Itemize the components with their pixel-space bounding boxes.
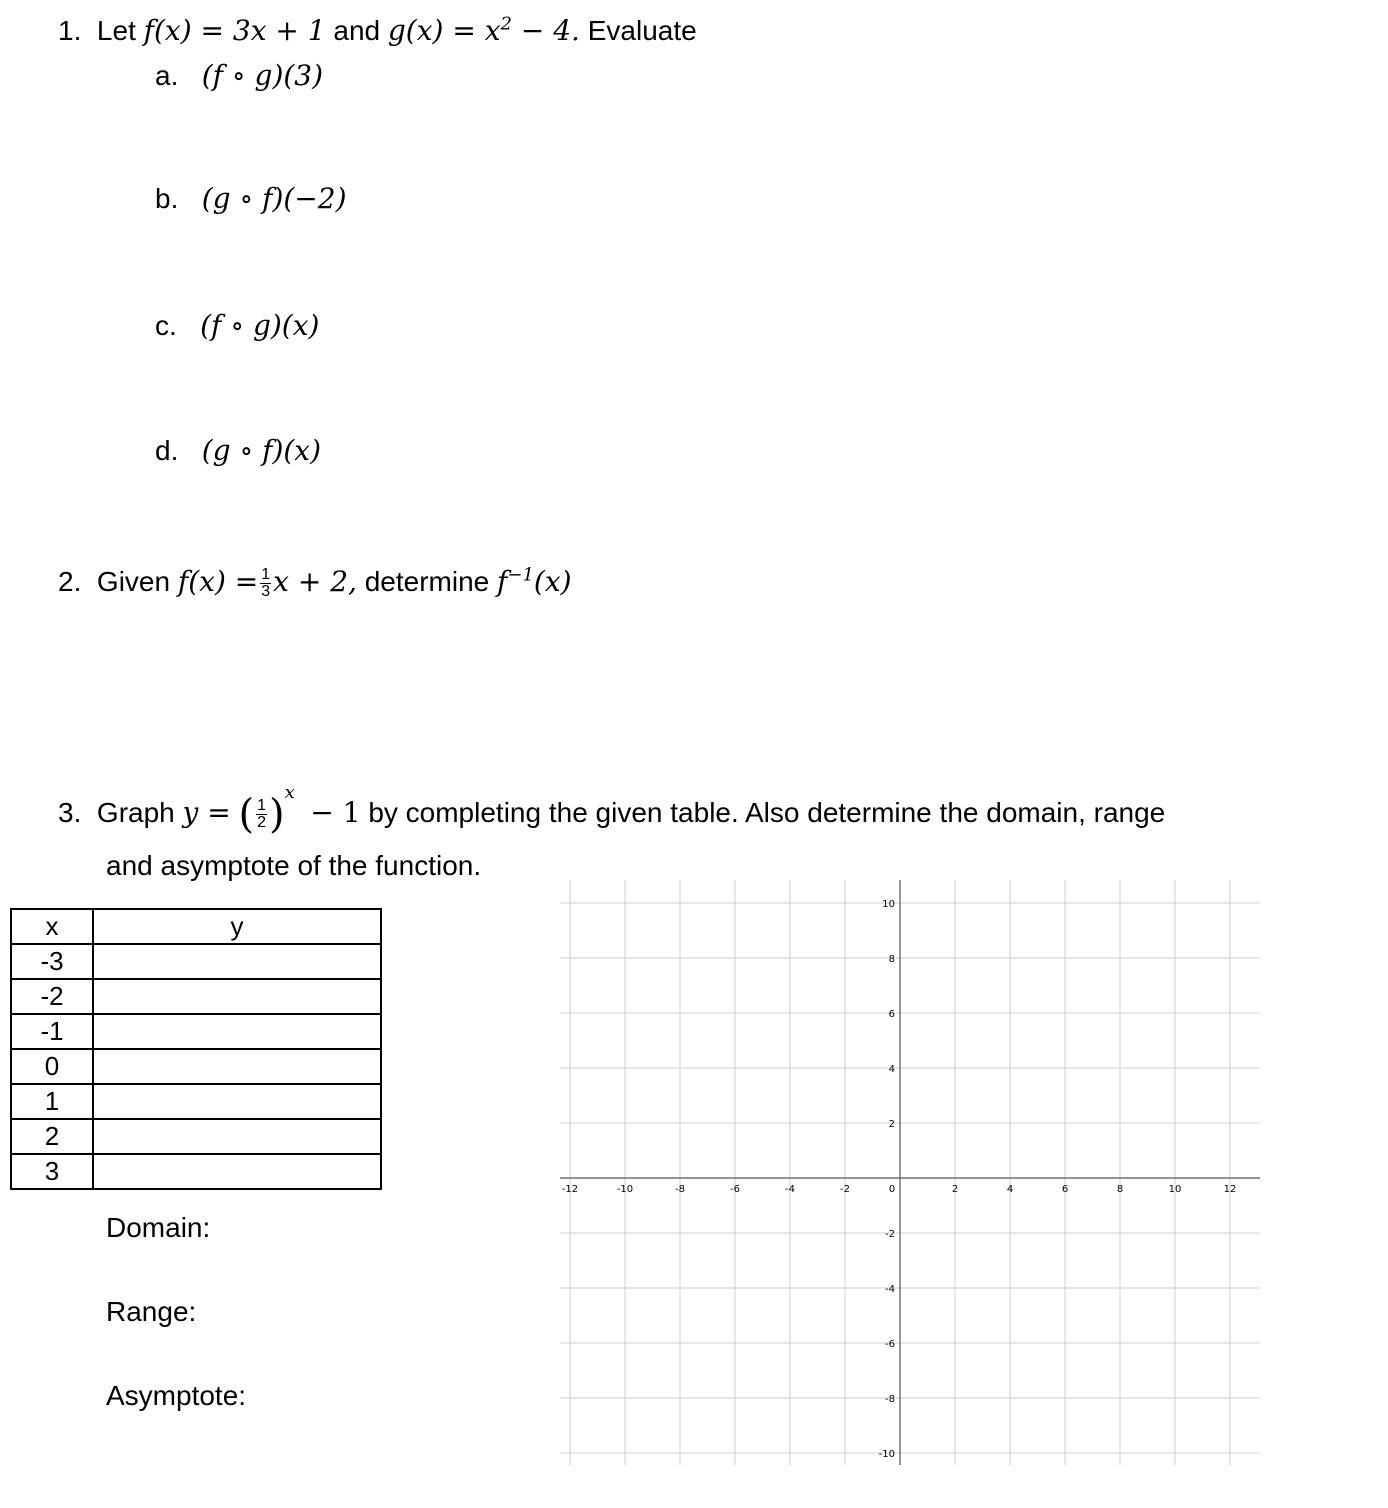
q3-tail: − 1: [310, 796, 361, 829]
part-expression: (f ∘ g)(x): [200, 309, 320, 342]
q2-number: 2.: [58, 566, 82, 597]
y-cell[interactable]: [93, 1049, 381, 1084]
x-cell: 1: [11, 1084, 93, 1119]
coordinate-grid[interactable]: [555, 875, 1265, 1470]
q1-part-b: [155, 183, 347, 215]
domain-label: Domain:: [106, 1212, 211, 1243]
q3-rest: by completing the given table. Also determine the domain, range: [368, 797, 1166, 828]
q2-given: Given: [96, 566, 171, 597]
y-tick-label: -10: [878, 1449, 895, 1460]
xy-table: [10, 908, 382, 1190]
x-tick-label: -2: [840, 1184, 850, 1195]
x-tick-label: -4: [785, 1184, 795, 1195]
q1-evaluate: Evaluate: [587, 15, 697, 46]
part-letter: b.: [155, 183, 179, 214]
y-tick-label: -4: [885, 1284, 895, 1295]
q2-determine: determine: [364, 566, 490, 597]
q2-f-lhs: f(x) =: [177, 565, 259, 598]
table-header-x: x: [11, 909, 93, 944]
x-cell: 0: [11, 1049, 93, 1084]
y-tick-label: 2: [888, 1119, 895, 1130]
part-letter: d.: [155, 435, 179, 466]
y-cell[interactable]: [93, 1119, 381, 1154]
x-tick-label: 8: [1116, 1184, 1124, 1195]
q1-intro: Let: [96, 15, 136, 46]
table-row: [11, 1119, 381, 1154]
y-cell[interactable]: [93, 979, 381, 1014]
q3-graph: Graph: [96, 797, 175, 828]
q1-and: and: [333, 15, 381, 46]
table-row: [11, 1049, 381, 1084]
q1-g-definition: $g(x) = x^2 - 4$.: [387, 13, 580, 47]
q2-inverse: $f^{-1}(x)$: [497, 564, 572, 598]
table-row: [11, 1154, 381, 1189]
y-tick-label: 10: [882, 899, 895, 910]
x-tick-label: 10: [1168, 1184, 1182, 1195]
question-2: [58, 566, 572, 600]
range-label: Range:: [106, 1296, 197, 1327]
y-tick-label: -6: [885, 1339, 895, 1350]
q1-number: 1.: [58, 15, 82, 46]
x-tick-label: -8: [675, 1184, 685, 1195]
part-letter: a.: [155, 60, 179, 91]
q1-part-c: [155, 310, 319, 342]
x-tick-label: 12: [1223, 1184, 1237, 1195]
x-tick-label: 4: [1006, 1184, 1014, 1195]
y-tick-label: 6: [888, 1009, 895, 1020]
y-tick-label: -8: [885, 1394, 895, 1405]
q3-number: 3.: [58, 797, 82, 828]
table-row: [11, 1084, 381, 1119]
x-cell: 2: [11, 1119, 93, 1154]
part-expression: (g ∘ f)(−2): [201, 182, 347, 215]
asymptote-label: Asymptote:: [106, 1380, 247, 1411]
q3-line-2: and asymptote of the function.: [106, 850, 482, 881]
q2-f-rhs: x + 2,: [273, 565, 357, 598]
part-expression: (f ∘ g)(3): [201, 59, 324, 92]
x-cell: -3: [11, 944, 93, 979]
x-cell: -1: [11, 1014, 93, 1049]
y-tick-label: -2: [885, 1229, 895, 1240]
question-3: [58, 781, 1166, 838]
x-tick-label: -6: [730, 1184, 740, 1195]
x-cell: -2: [11, 979, 93, 1014]
table-header-row: [11, 909, 381, 944]
x-tick-label: 0: [888, 1184, 896, 1195]
q3-y-eq: y =: [182, 796, 231, 829]
x-cell: 3: [11, 1154, 93, 1189]
table-row: [11, 944, 381, 979]
x-tick-label: 2: [951, 1184, 959, 1195]
q1-part-a: [155, 60, 323, 92]
y-tick-label: 8: [888, 954, 895, 965]
y-cell[interactable]: [93, 1154, 381, 1189]
part-letter: c.: [155, 310, 177, 341]
q3-base: ( $\frac{1}{2}$ )$^x$: [238, 781, 295, 838]
x-tick-label: -10: [616, 1184, 634, 1195]
y-cell[interactable]: [93, 944, 381, 979]
y-cell[interactable]: [93, 1084, 381, 1119]
table-row: [11, 979, 381, 1014]
x-tick-label: 6: [1061, 1184, 1069, 1195]
question-1: [58, 15, 697, 47]
part-expression: (g ∘ f)(x): [201, 434, 322, 467]
q2-fraction: $\frac{1}{3}$: [261, 566, 271, 601]
q1-f-definition: f(x) = 3x + 1: [143, 14, 326, 47]
table-header-y: y: [93, 909, 381, 944]
table-row: [11, 1014, 381, 1049]
y-tick-label: 4: [888, 1064, 895, 1075]
y-cell[interactable]: [93, 1014, 381, 1049]
x-tick-label: -12: [561, 1184, 579, 1195]
q1-part-d: [155, 435, 321, 467]
